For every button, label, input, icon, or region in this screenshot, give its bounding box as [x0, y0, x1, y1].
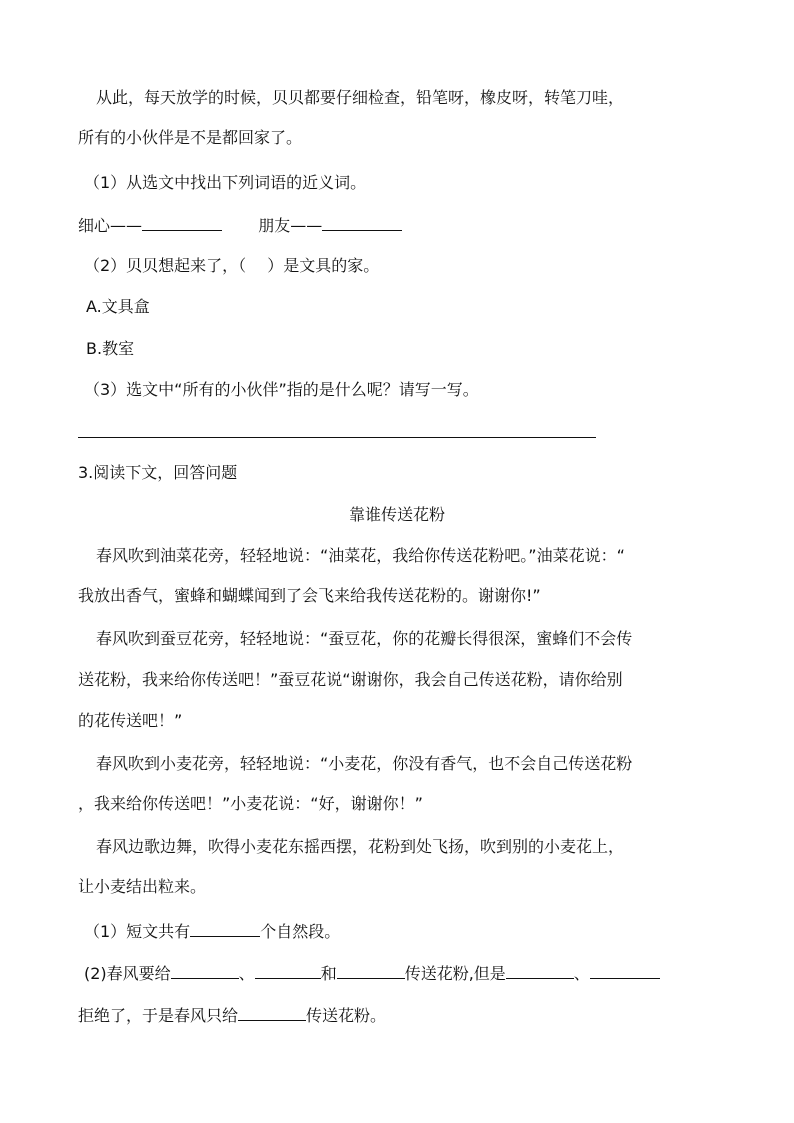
answer-2-middle: 传送花粉,但是: [404, 964, 506, 983]
paragraph-line: 春风吹到油菜花旁，轻轻地说：“油菜花，我给你传送花粉吧。”油菜花说：“: [96, 546, 625, 565]
separator: 、: [238, 964, 255, 983]
synonym-2-blank[interactable]: [322, 212, 402, 231]
paragraph-line: 的花传送吧！”: [78, 711, 183, 730]
paragraph-line: 我放出香气，蜜蜂和蝴蝶闻到了会飞来给我传送花粉的。谢谢你!”: [78, 586, 541, 605]
answer-1-suffix: 个自然段。: [260, 922, 341, 941]
synonym-row: [78, 212, 402, 238]
answer-2-blank-5[interactable]: [590, 960, 660, 979]
answer-2-blank-3[interactable]: [337, 960, 405, 979]
answer-line[interactable]: [78, 437, 596, 438]
passage-title: 靠谁传送花粉: [348, 505, 445, 524]
answer-2-prefix: (2)春风要给: [84, 964, 171, 983]
answer-1-prefix: （1）短文共有: [84, 922, 191, 941]
question-2: （2）贝贝想起来了，（ ）是文具的家。: [84, 256, 380, 275]
synonym-1-blank[interactable]: [142, 212, 222, 231]
answer-2-blank-6[interactable]: [238, 1002, 306, 1021]
paragraph-count-blank[interactable]: [190, 918, 260, 937]
paragraph-line: 春风吹到小麦花旁，轻轻地说：“小麦花，你没有香气，也不会自己传送花粉: [96, 754, 633, 773]
answer-2-continued: [78, 1002, 386, 1028]
answer-2b-suffix: 传送花粉。: [306, 1006, 387, 1025]
synonym-2-label: 朋友——: [258, 216, 323, 235]
separator: 、: [573, 964, 590, 983]
answer-1: [84, 918, 340, 944]
answer-2-blank-1[interactable]: [171, 960, 239, 979]
paragraph-line: 从此，每天放学的时候，贝贝都要仔细检查，铅笔呀，橡皮呀，转笔刀哇，: [96, 88, 625, 107]
option-a[interactable]: A.文具盒: [86, 297, 150, 316]
paragraph-line: 所有的小伙伴是不是都回家了。: [78, 128, 303, 147]
synonym-1-label: 细心——: [78, 216, 143, 235]
paragraph-line: ，我来给你传送吧！”小麦花说：“好，谢谢你！”: [78, 794, 423, 813]
answer-2: [84, 960, 660, 986]
option-b[interactable]: B.教室: [86, 339, 135, 358]
answer-2b-prefix: 拒绝了，于是春风只给: [78, 1006, 239, 1025]
question-3: （3）选文中“所有的小伙伴”指的是什么呢？请写一写。: [84, 380, 479, 399]
answer-2-blank-4[interactable]: [506, 960, 574, 979]
question-1: （1）从选文中找出下列词语的近义词。: [84, 173, 367, 192]
and-word: 和: [320, 964, 337, 983]
section-3-heading: 3.阅读下文，回答问题: [78, 463, 238, 482]
paragraph-line: 送花粉，我来给你传送吧！”蚕豆花说“谢谢你，我会自己传送花粉，请你给别: [78, 670, 623, 689]
answer-2-blank-2[interactable]: [255, 960, 321, 979]
paragraph-line: 春风吹到蚕豆花旁，轻轻地说：“蚕豆花，你的花瓣长得很深，蜜蜂们不会传: [96, 629, 633, 648]
paragraph-line: 春风边歌边舞，吹得小麦花东摇西摆，花粉到处飞扬，吹到别的小麦花上，: [96, 837, 625, 856]
paragraph-line: 让小麦结出粒来。: [78, 877, 207, 896]
